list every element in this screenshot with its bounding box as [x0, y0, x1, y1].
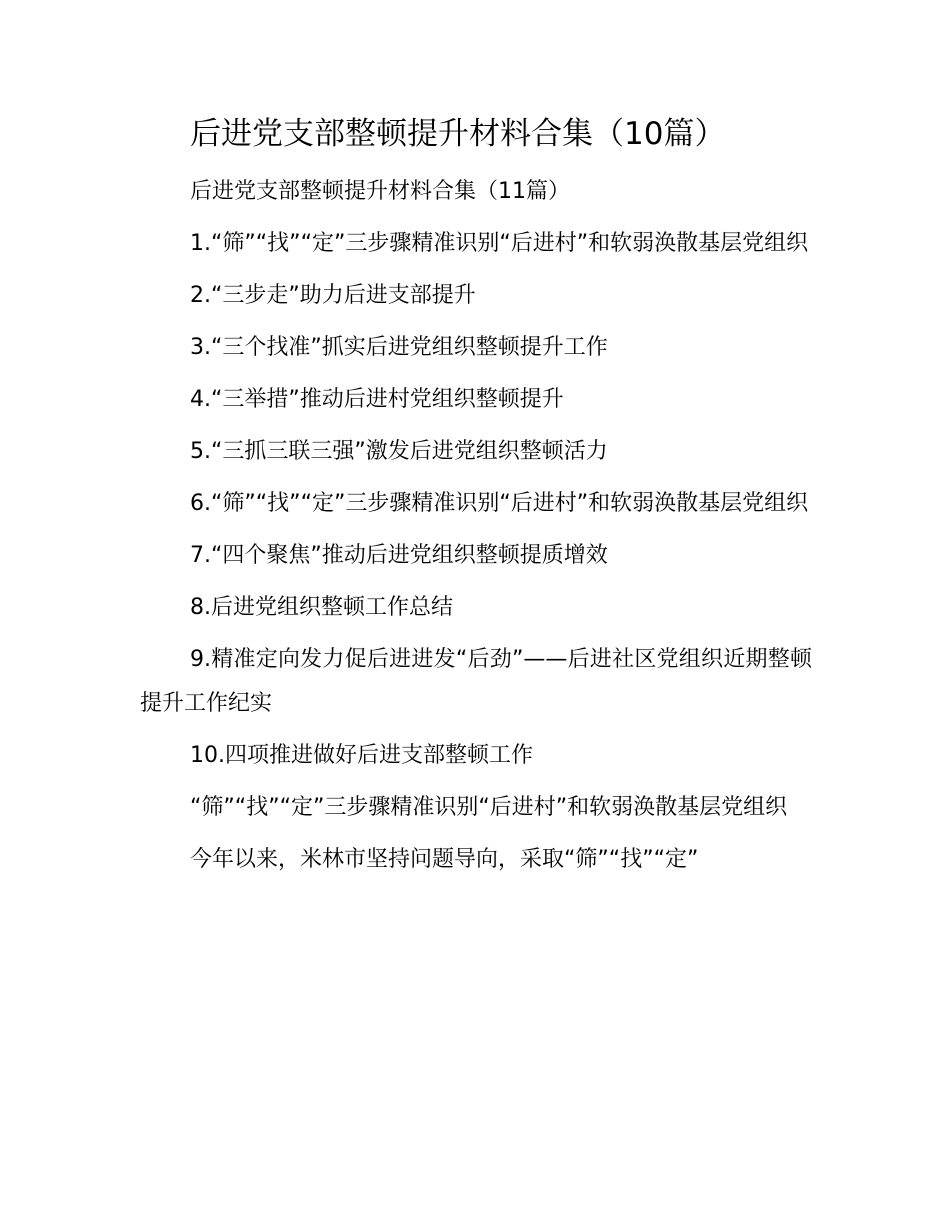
- subtitle-paragraph: 后进党支部整顿提升材料合集（11篇）: [190, 179, 570, 204]
- toc-item-4: 4.“三举措”推动后进村党组织整顿提升: [190, 387, 564, 412]
- toc-item-5: 5.“三抓三联三强”激发后进党组织整顿活力: [190, 439, 608, 464]
- section-heading: “筛”“找”“定”三步骤精准识别“后进村”和软弱涣散基层党组织: [190, 795, 788, 820]
- toc-item-2: 2.“三步走”助力后进支部提升: [190, 283, 476, 308]
- toc-item-3: 3.“三个找准”抓实后进党组织整顿提升工作: [190, 335, 608, 360]
- toc-item-9: 9.精准定向发力促后进进发“后劲”——后进社区党组织近期整顿提升工作纪实: [140, 647, 812, 716]
- toc-item-7: 7.“四个聚焦”推动后进党组织整顿提质增效: [190, 543, 608, 568]
- document-title: 后进党支部整顿提升材料合集（10篇）: [190, 116, 726, 152]
- body-paragraph: 今年以来，米林市坚持问题导向，采取“筛”“找”“定”: [190, 847, 699, 872]
- toc-item-10: 10.四项推进做好后进支部整顿工作: [190, 743, 533, 768]
- toc-item-8: 8.后进党组织整顿工作总结: [190, 595, 453, 620]
- document-body: [140, 170, 812, 890]
- toc-item-1: 1.“筛”“找”“定”三步骤精准识别“后进村”和软弱涣散基层党组织: [190, 231, 809, 256]
- toc-item-6: 6.“筛”“找”“定”三步骤精准识别“后进村”和软弱涣散基层党组织: [190, 491, 809, 516]
